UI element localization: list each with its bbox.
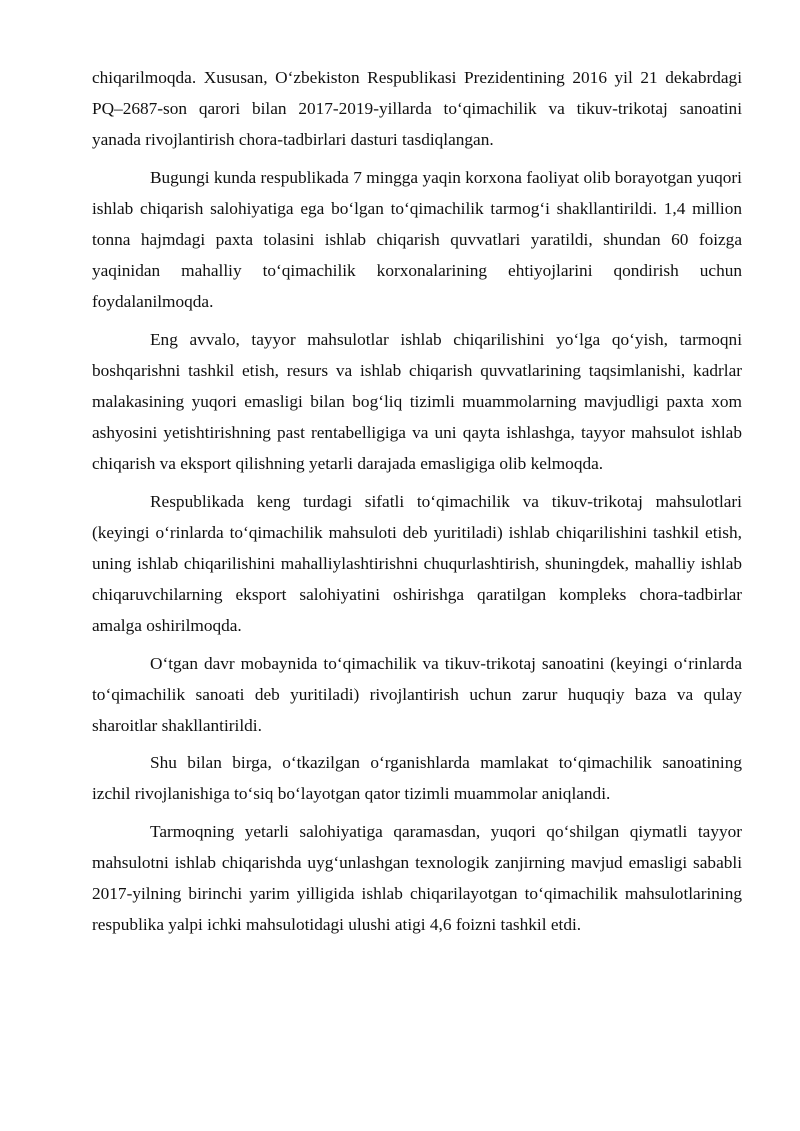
paragraph-textile-industry-capacity: Bugungi kunda respublikada 7 mingga yaqin korxona faoliyat olib borayotgan yuqori ishlab chiqarish salohiyatiga ega bo‘lgan to‘qimachilik tarmog‘i shakllantirildi. 1,4 million tonna hajmdagi paxta tolasini ishlab chiqarish quvvatlari yaratildi, shundan 60 foizga yaqinidan mahalliy to‘qimachilik korxonalarining ehtiyojlarini qondirish uchun foydalanilmoqda. xyxy=(92,167,742,312)
paragraph-identified-problems: Shu bilan birga, o‘tkazilgan o‘rganishlarda mamlakat to‘qimachilik sanoatining izchil rivojlanishiga to‘siq bo‘layotgan qator tizimli muammolar aniqlandi. xyxy=(92,753,742,804)
paragraph-continuation: chiqarilmoqda. Xususan, O‘zbekiston Respublikasi Prezidentining 2016 yil 21 dekabrdagi PQ–2687-son qarori bilan 2017-2019-yillarda to‘qimachilik va tikuv-trikotaj sanoatini yanada rivojlantirish chora-tadbirlari dasturi tasdiqlangan. xyxy=(92,68,742,150)
paragraph-legal-base: O‘tgan davr mobaynida to‘qimachilik va tikuv-trikotaj sanoatini (keyingi o‘rinlarda to‘qimachilik sanoati deb yuritiladi) rivojlantirish uchun zarur huquqiy baza va qulay sharoitlar shakllantirildi. xyxy=(92,653,742,736)
paragraph-complex-measures: Respublikada keng turdagi sifatli to‘qimachilik va tikuv-trikotaj mahsulotlari (keyingi o‘rinlarda to‘qimachilik mahsuloti deb yuritiladi) ishlab chiqarilishini tashkil etish, uning ishlab chiqarilishini mahalliylashtirishni chuqurlashtirish, shuningdek, mahalliy ishlab chiqaruvchilarning eksport salohiyatini oshirishga qaratilgan kompleks chora-tadbirlar amalga oshirilmoqda. xyxy=(92,491,742,636)
paragraph-gdp-share: Tarmoqning yetarli salohiyatiga qaramasdan, yuqori qo‘shilgan qiymatli tayyor mahsulotni ishlab chiqarishda uyg‘unlashgan texnologik zanjirning mavjud emasligi sababli 2017-yilning birinchi yarim yilligida ishlab chiqarilayotgan to‘qimachilik mahsulotlarining respublika yalpi ichki mahsulotidagi ulushi atigi 4,6 foizni tashkil etdi. xyxy=(92,821,742,935)
paragraph-systemic-problems: Eng avvalo, tayyor mahsulotlar ishlab chiqarilishini yo‘lga qo‘yish, tarmoqni boshqarishni tashkil etish, resurs va ishlab chiqarish quvvatlarining taqsimlanishi, kadrlar malakasining yuqori emasligi bilan bog‘liq tizimli muammolarning mavjudligi paxta xom ashyosini yetishtirishning past rentabelligiga va uni qayta ishlashga, tayyor mahsulot ishlab chiqarish va eksport qilishning yetarli darajada emasligiga olib kelmoqda. xyxy=(92,329,742,474)
document-page xyxy=(92,62,742,946)
